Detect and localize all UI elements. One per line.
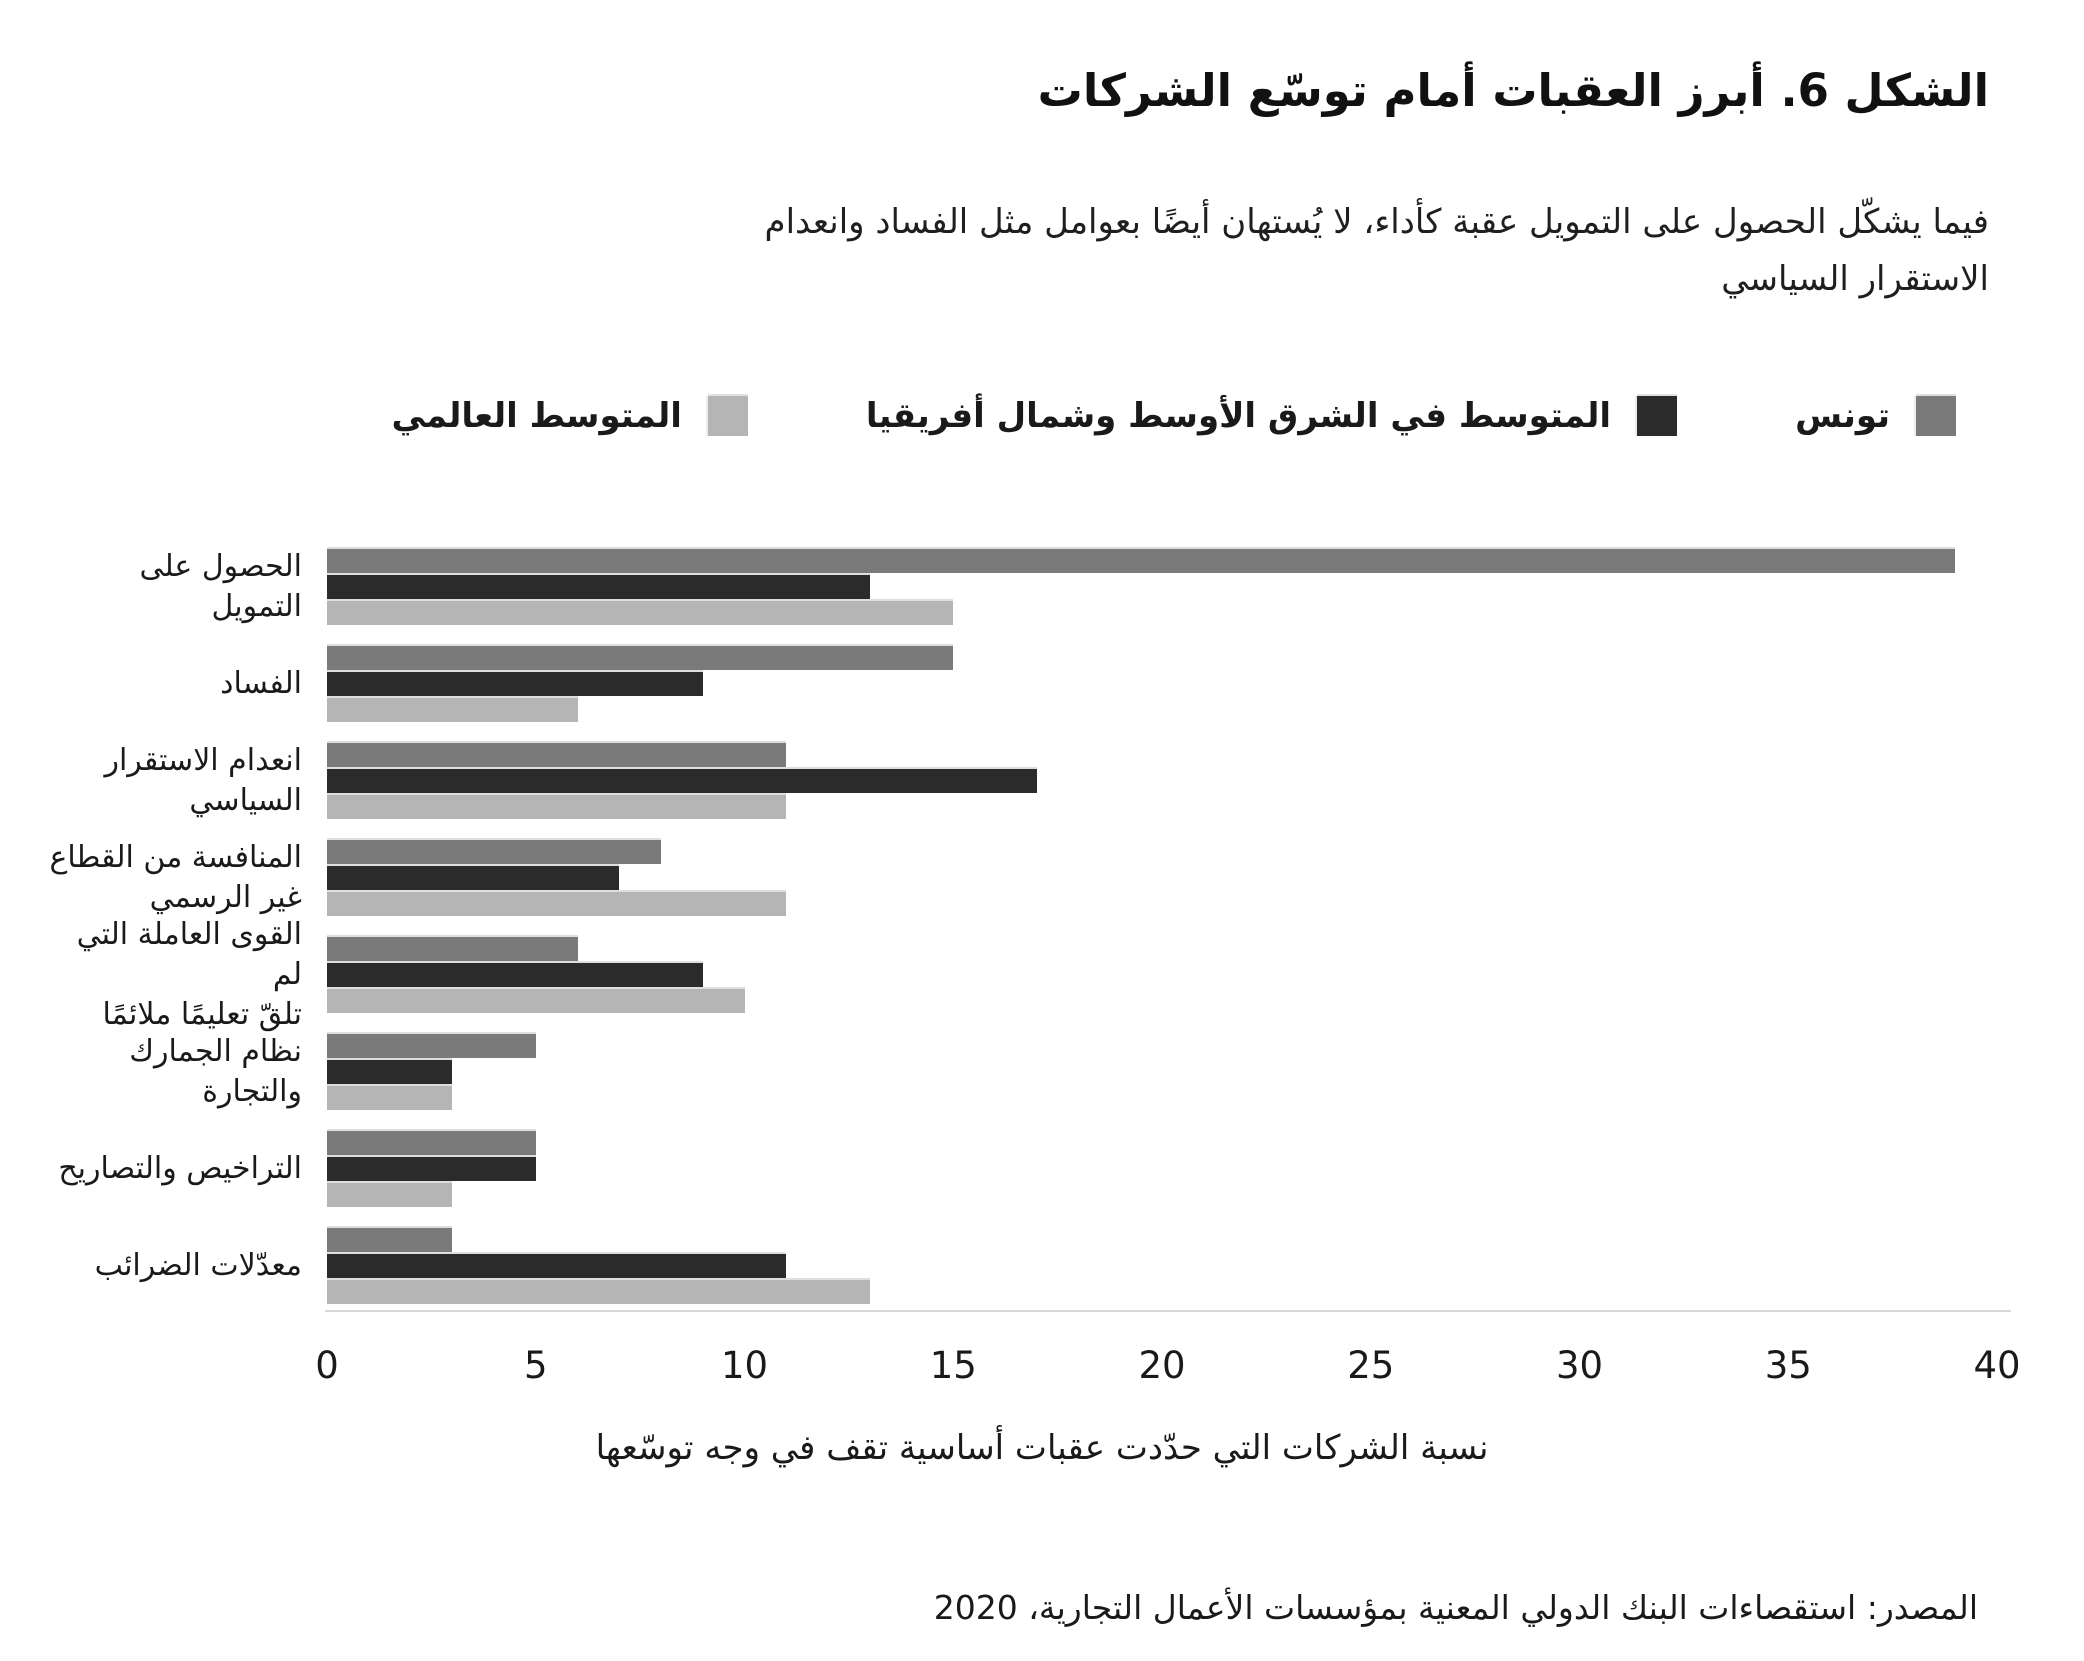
category-group	[0, 646, 2084, 722]
x-tick: 10	[720, 1344, 769, 1387]
legend-item	[1795, 396, 1956, 436]
bar-stack	[327, 1131, 1997, 1207]
bar	[327, 1228, 452, 1252]
category-label: نظام الجمارك والتجارة	[129, 1034, 302, 1109]
bar	[327, 646, 953, 670]
category-label: انعدام الاستقرار السياسي	[104, 743, 302, 818]
bar	[327, 698, 578, 722]
bar	[327, 1086, 452, 1110]
bar	[327, 769, 1037, 793]
legend-swatch	[1916, 396, 1956, 436]
bar	[327, 1254, 786, 1278]
bar-stack	[327, 646, 1997, 722]
category-group	[0, 1228, 2084, 1304]
source-note: المصدر: استقصاءات البنك الدولي المعنية بمؤسسات الأعمال التجارية، 2020	[933, 1588, 1978, 1627]
bar-stack	[327, 743, 1997, 819]
x-tick: 40	[1973, 1344, 2021, 1387]
legend-label: المتوسط في الشرق الأوسط وشمال أفريقيا	[865, 396, 1612, 436]
subtitle-line-2: الاستقرار السياسي	[1721, 259, 1989, 299]
category-label: القوى العاملة التي لم تلقّ تعليمًا ملائمًا	[76, 917, 302, 1032]
legend-item	[866, 396, 1677, 436]
x-tick: 35	[1764, 1344, 1812, 1387]
category-group	[0, 917, 2084, 1032]
bar	[327, 937, 578, 961]
bar	[327, 743, 786, 767]
bar	[327, 840, 661, 864]
bar	[327, 989, 745, 1013]
category-group	[0, 1131, 2084, 1207]
bar	[327, 1183, 452, 1207]
x-tick: 25	[1347, 1344, 1395, 1387]
bar	[327, 866, 619, 890]
x-tick: 30	[1555, 1344, 1604, 1387]
category-group	[0, 1034, 2084, 1110]
x-axis-title: نسبة الشركات التي حدّدت عقبات أساسية تقف في وجه توسّعها	[595, 1428, 1489, 1468]
legend-item	[391, 396, 747, 436]
bar	[327, 892, 786, 916]
x-tick: 5	[523, 1344, 548, 1387]
bar	[327, 601, 953, 625]
bar-stack	[327, 840, 1997, 916]
legend-swatch	[1637, 396, 1677, 436]
bar	[327, 1280, 870, 1304]
legend-swatch	[708, 396, 748, 436]
bar	[327, 575, 870, 599]
bar-stack	[327, 549, 1997, 625]
x-axis-tick-labels	[315, 1344, 2021, 1390]
bar-stack	[327, 1034, 1997, 1110]
category-label: الفساد	[220, 666, 302, 701]
figure-subtitle	[765, 194, 1989, 308]
x-tick: 20	[1138, 1344, 1186, 1387]
category-group	[0, 549, 2084, 625]
legend-label: المتوسط العالمي	[391, 396, 682, 436]
category-group	[0, 840, 2084, 916]
x-tick: 0	[315, 1344, 339, 1387]
bar	[327, 1157, 536, 1181]
legend-label: تونس	[1795, 396, 1890, 436]
figure-title: الشكل 6. أبرز العقبات أمام توسّع الشركات	[1037, 64, 1989, 117]
x-tick: 15	[929, 1344, 977, 1387]
category-label: الحصول على التمويل	[139, 549, 302, 624]
bar	[327, 1060, 452, 1084]
chart-plot-area	[0, 549, 2084, 1325]
subtitle-line-1: فيما يشكّل الحصول على التمويل عقبة كأداء، لا يُستهان أيضًا بعوامل مثل الفساد وانعدام	[764, 202, 1989, 242]
bar	[327, 795, 786, 819]
bar	[327, 1131, 536, 1155]
bar	[327, 672, 703, 696]
category-label: معدّلات الضرائب	[94, 1248, 302, 1283]
bar-stack	[327, 1228, 1997, 1304]
chart-legend	[391, 396, 1956, 436]
category-group	[0, 743, 2084, 819]
bar-stack	[327, 937, 1997, 1013]
bar	[327, 963, 703, 987]
bar	[327, 549, 1955, 573]
category-label: التراخيص والتصاريح	[58, 1151, 302, 1186]
category-label: المنافسة من القطاع غير الرسمي	[49, 840, 302, 915]
bar	[327, 1034, 536, 1058]
x-axis-line	[325, 1310, 2011, 1312]
